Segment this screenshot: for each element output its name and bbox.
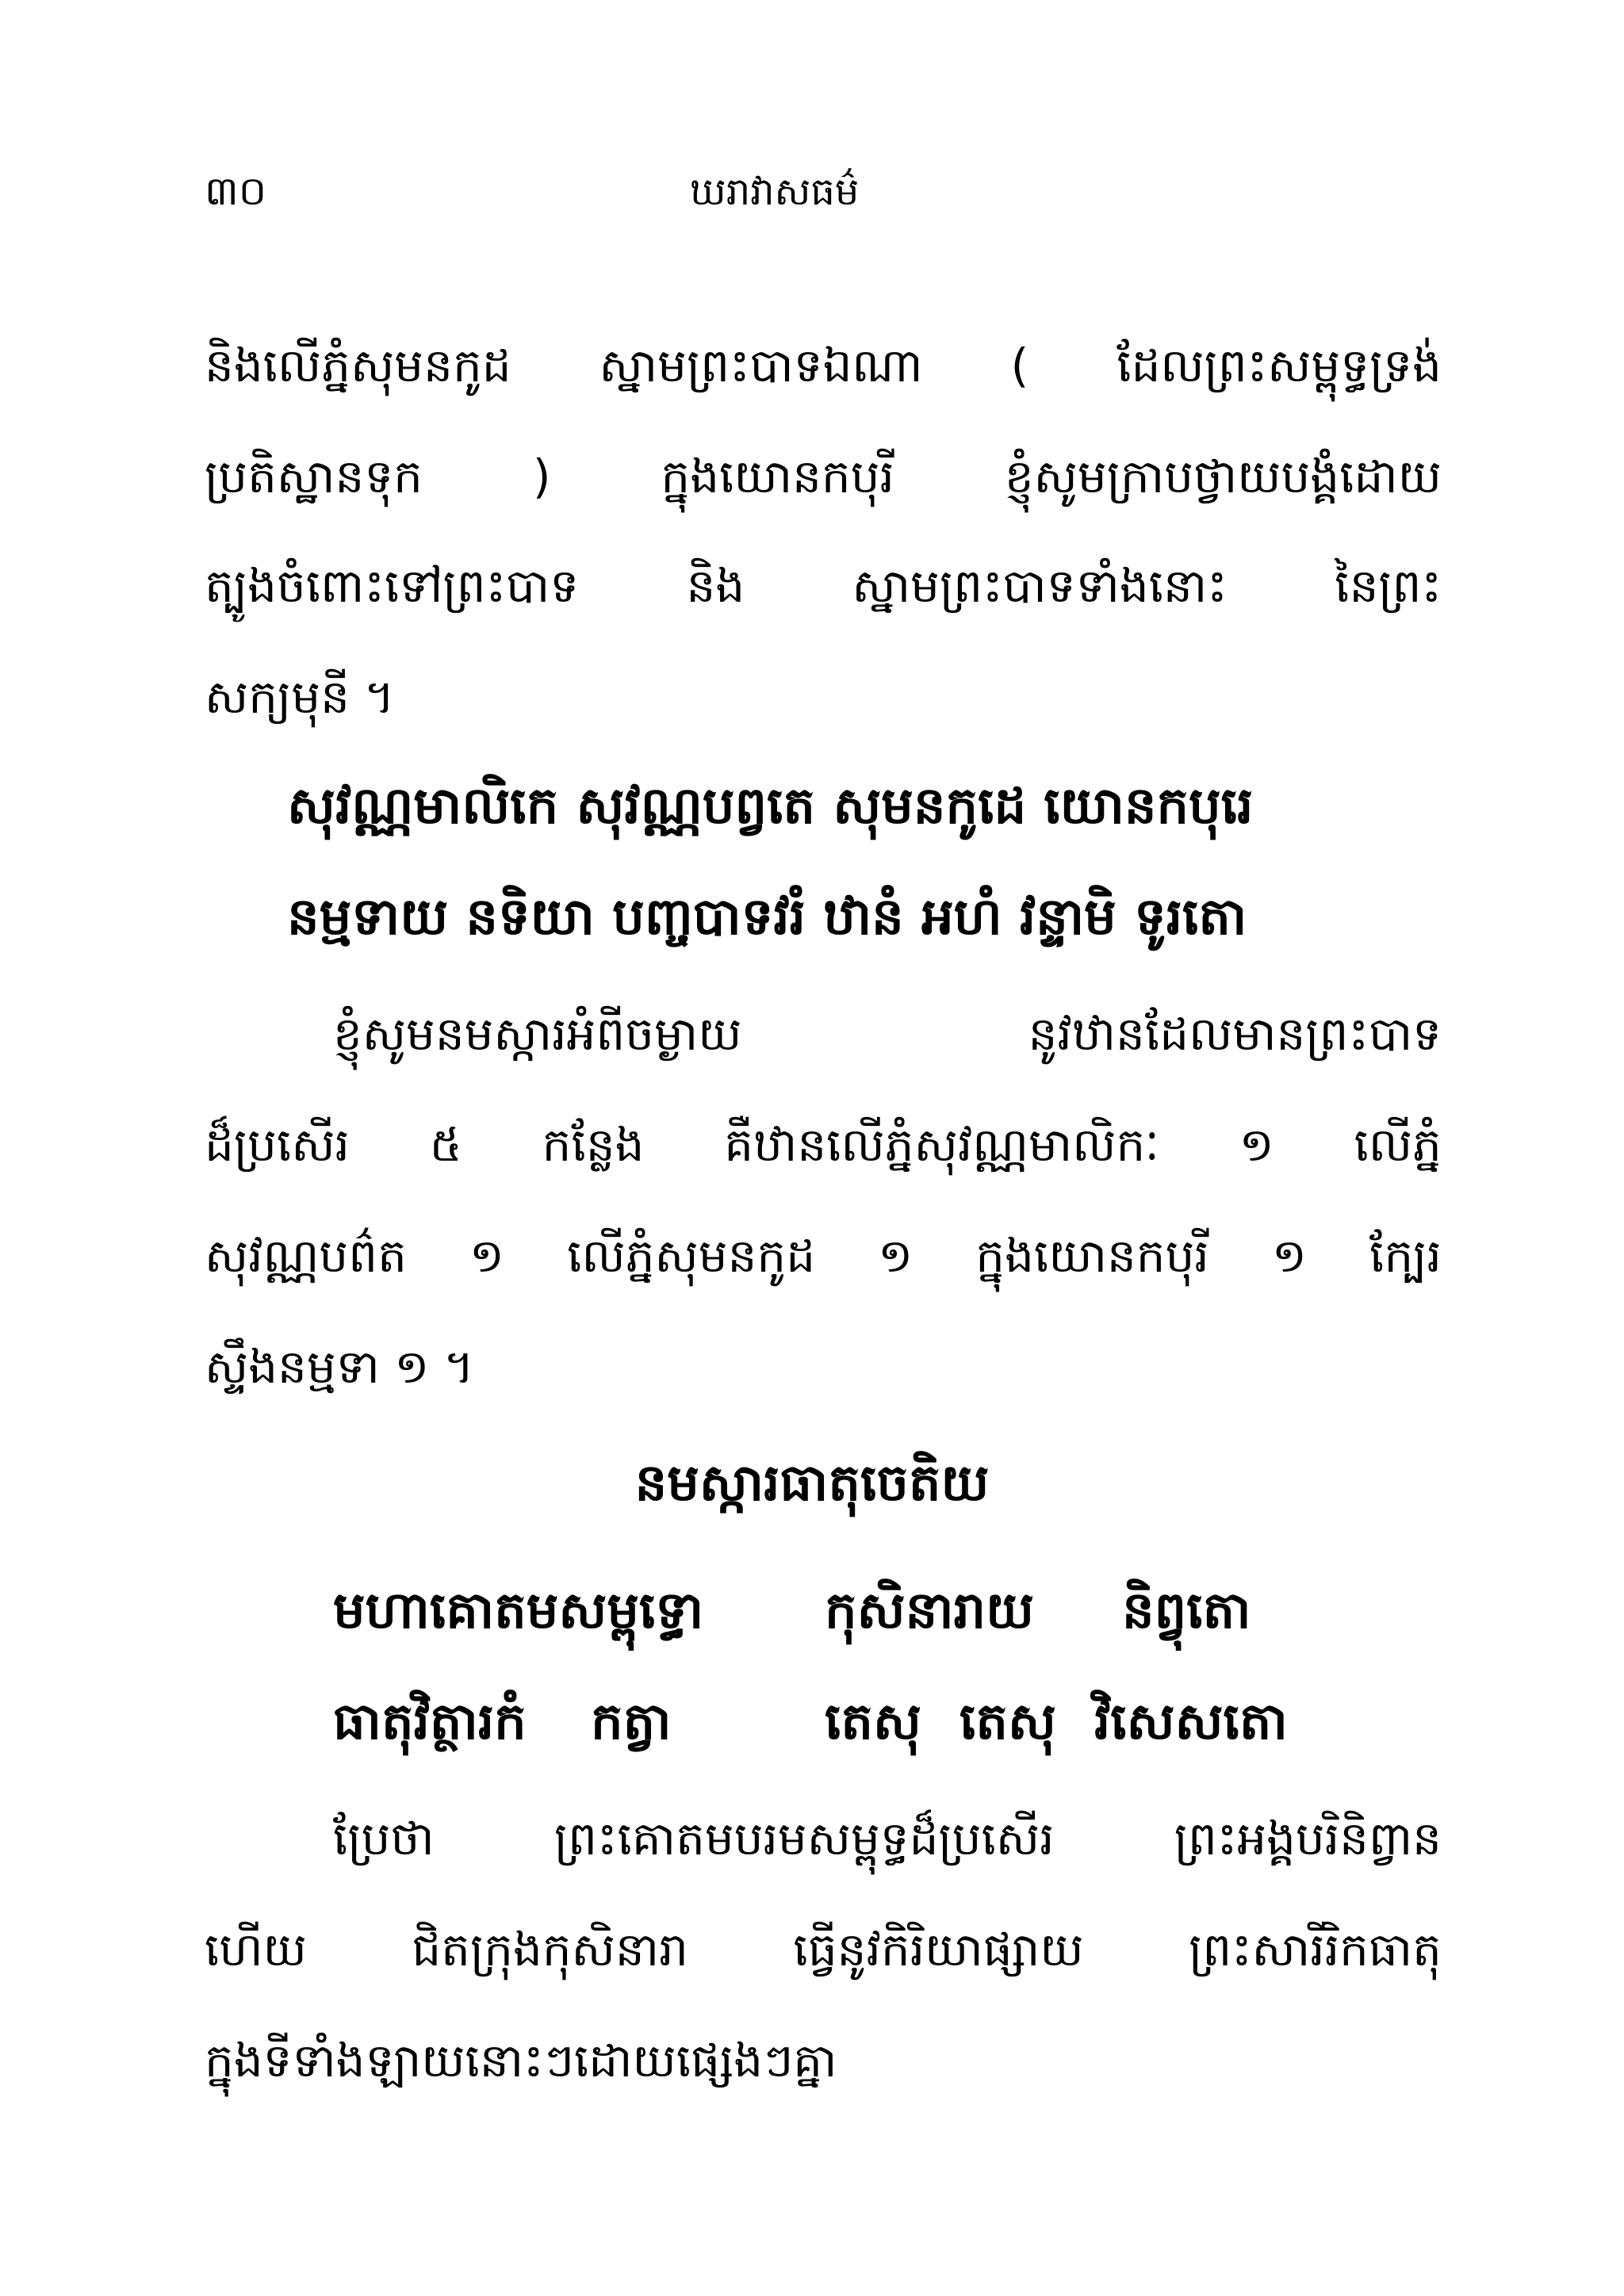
word: ៥ [429, 1118, 462, 1172]
verse2-row1-mid: កុសិនារាយ [825, 1582, 1035, 1640]
word: ខ្ញុំសូមក្រាបថ្វាយបង្គំដោយ [1004, 450, 1442, 503]
word: សុវណ្ណបព៌ត [205, 1229, 407, 1283]
para1-line2 [205, 450, 1442, 503]
word: ដែលព្រះសម្ពុទ្ធទ្រង់ [1116, 339, 1442, 392]
para1-line1 [205, 339, 1442, 392]
word: ក្បែរ [1369, 1229, 1442, 1283]
word: ) [532, 450, 551, 503]
verse2-row1-right: និព្វុតោ [1122, 1582, 1251, 1640]
word: ហើយ [205, 1923, 307, 1976]
para3-line3: ក្នុងទីទាំងឡាយនោះៗដោយផ្សេងៗគ្នា [205, 2034, 837, 2087]
verse2-row2-b: កត្វា [591, 1693, 672, 1751]
word: និង [686, 559, 745, 613]
para2-line4: ស្ទឹងនម្មទា ១ ។ [205, 1340, 474, 1394]
word: កន្លែង [542, 1118, 645, 1172]
verse2-row2-a: ធាតុវិត្ថារកំ [333, 1693, 527, 1751]
word: ក្នុងយោនកបុរី [975, 1229, 1209, 1283]
verse2-row2-d: តេសុ [959, 1693, 1056, 1751]
section-heading: នមស្ការធាតុចេតិយ [634, 1454, 990, 1513]
para1-line4: សក្យមុនី ។ [205, 670, 395, 724]
word: ត្បូងចំពោះទៅព្រះបាទ [205, 559, 580, 613]
para3-line2 [205, 1923, 1442, 1976]
para1-line3 [205, 559, 1442, 613]
word: លើភ្នំ [1354, 1118, 1442, 1172]
word: នៃព្រះ [1335, 559, 1442, 613]
para2-line3 [205, 1229, 1442, 1283]
para2-line2 [205, 1118, 1442, 1172]
word: នូវឋានដែលមានព្រះបាទ [1028, 1007, 1442, 1061]
word: ស្នាមព្រះបាទទាំងនោះ [852, 559, 1228, 613]
word: ជិតក្រុងកុសិនារា [412, 1923, 688, 1976]
word: ប្រតិស្ឋានទុក [205, 450, 423, 503]
running-title: ឃរាវាសធម៌ [690, 170, 860, 214]
word: ប្រែថា [333, 1812, 435, 1866]
verse1-line2: នម្មទាយ នទិយា បញ្ចបាទវរំ ឋានំ អហំ វន្ទាមិ ទូរតោ [287, 888, 1247, 947]
verse1-line1: សុវណ្ណមាលិកេ សុវណ្ណបព្វតេ សុមនកូដេ យោនកបុរេ [287, 777, 1254, 836]
verse2-row1-left: មហាគោតមសម្ពុទ្ធោ [333, 1582, 704, 1640]
word: គឺឋានលើភ្នំសុវណ្ណមាលិកៈ [724, 1118, 1159, 1172]
page-number: ៣០ [205, 168, 267, 214]
para2-line1 [333, 1007, 1442, 1061]
word: ព្រះគោតមបរមសម្ពុទ្ធដ៏ប្រសើរ [553, 1812, 1055, 1866]
word: លើភ្នំសុមនកូដ [567, 1229, 816, 1283]
word: ដ៏ប្រសើរ [205, 1118, 350, 1172]
word: ខ្ញុំសូមនមស្ការអំពីចម្ងាយ [333, 1007, 742, 1061]
word: ក្នុងយោនកបុរី [661, 450, 894, 503]
verse2-row2-c: តេសុ [825, 1693, 921, 1751]
word: ១ [878, 1229, 914, 1283]
verse2-row2-e: វិសេសតោ [1094, 1693, 1288, 1751]
word: ធ្វើនូវកិរិយាផ្សាយ [793, 1923, 1084, 1976]
word: ស្នាមព្រះបាទឯណា [599, 339, 923, 392]
word: និងលើភ្នំសុមនកូដ [205, 339, 511, 392]
word: ព្រះសារីរិកធាតុ [1189, 1923, 1442, 1976]
word: ១ [1271, 1229, 1307, 1283]
word: ( [1010, 339, 1029, 392]
word: ១ [1239, 1118, 1274, 1172]
word: ព្រះអង្គបរិនិព្វាន [1174, 1812, 1442, 1866]
para3-line1 [333, 1812, 1442, 1866]
word: ១ [469, 1229, 504, 1283]
